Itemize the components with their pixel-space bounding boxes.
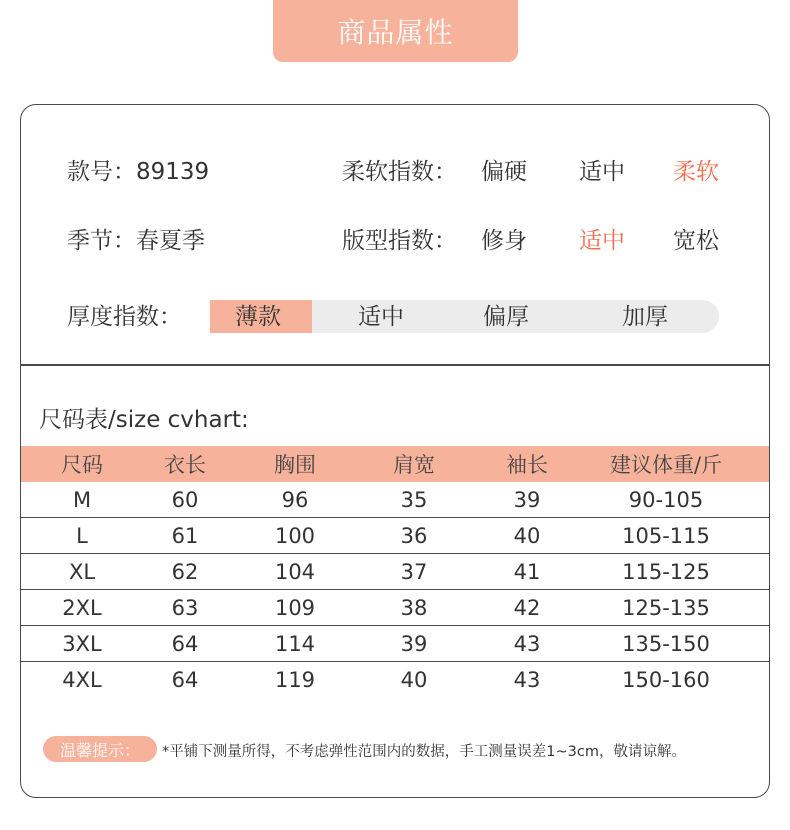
table-cell: 60 <box>171 487 199 512</box>
table-cell: 3XL <box>62 631 102 656</box>
table-cell: 36 <box>400 523 428 548</box>
section-title: 商品属性 <box>337 16 454 49</box>
table-cell: 42 <box>513 595 541 620</box>
table-cell: 150-160 <box>622 668 710 692</box>
header-cell-0: 尺码 <box>61 453 103 477</box>
table-cell: 64 <box>171 631 199 656</box>
header-cell-1: 衣长 <box>164 453 206 477</box>
table-cell: 96 <box>281 487 309 512</box>
header-cell-4: 袖长 <box>506 453 548 477</box>
table-cell: 41 <box>513 559 541 584</box>
table-cell: 63 <box>171 595 199 620</box>
season: 季节：春夏季 <box>67 228 205 254</box>
table-cell: 35 <box>400 487 428 512</box>
style-number: 款号：89139 <box>67 159 210 185</box>
table-cell: 2XL <box>62 595 102 620</box>
table-cell: 109 <box>274 595 316 620</box>
product-attributes-card <box>20 104 770 798</box>
softness-label: 柔软指数： <box>342 159 457 185</box>
table-cell: 135-150 <box>622 631 710 656</box>
table-cell: XL <box>68 559 96 584</box>
table-row <box>21 590 769 626</box>
size-chart-table <box>21 446 769 698</box>
table-cell: 39 <box>400 631 428 656</box>
fit-option-loose: 宽松 <box>673 228 719 254</box>
table-cell: 40 <box>400 668 428 692</box>
table-row <box>21 518 769 554</box>
table-cell: 62 <box>171 559 199 584</box>
thickness-option-thick: 偏厚 <box>483 304 529 330</box>
header-cell-5: 建议体重/斤 <box>609 453 723 477</box>
table-cell: 39 <box>513 487 541 512</box>
table-cell: 115-125 <box>622 559 710 584</box>
table-cell: L <box>76 523 88 548</box>
table-cell: 38 <box>400 595 428 620</box>
softness-option-hard: 偏硬 <box>481 159 527 185</box>
table-cell: 40 <box>513 523 541 548</box>
table-cell: 43 <box>513 668 541 692</box>
header-cell-2: 胸围 <box>274 453 316 477</box>
table-row <box>21 482 769 518</box>
thickness-label: 厚度指数： <box>67 304 182 330</box>
table-row <box>21 662 769 698</box>
table-cell: 125-135 <box>622 595 710 620</box>
table-row <box>21 554 769 590</box>
table-cell: 90-105 <box>628 487 704 512</box>
table-cell: 119 <box>274 668 316 692</box>
thickness-option-extra-thick: 加厚 <box>622 304 668 330</box>
thickness-option-medium: 适中 <box>358 304 404 330</box>
table-cell: 4XL <box>62 668 102 692</box>
table-cell: M <box>72 487 92 512</box>
size-chart-title: 尺码表/size cvhart: <box>39 407 249 433</box>
tips-text: *平铺下测量所得，不考虑弹性范围内的数据，手工测量误差1~3cm，敬请谅解。 <box>162 744 686 760</box>
size-chart-header-row <box>21 446 769 482</box>
table-cell: 104 <box>274 559 316 584</box>
tips-label: 温馨提示： <box>59 740 140 760</box>
fit-option-slim: 修身 <box>481 228 527 254</box>
softness-option-medium: 适中 <box>579 159 625 185</box>
table-cell: 100 <box>274 523 316 548</box>
thickness-option-thin-selected: 薄款 <box>235 304 281 330</box>
header-cell-3: 肩宽 <box>393 453 435 477</box>
table-cell: 105-115 <box>622 523 710 548</box>
section-divider <box>21 364 769 366</box>
fit-option-regular-selected: 适中 <box>579 228 625 254</box>
table-cell: 64 <box>171 668 199 692</box>
table-cell: 114 <box>274 631 316 656</box>
table-cell: 43 <box>513 631 541 656</box>
table-row <box>21 626 769 662</box>
fit-label: 版型指数： <box>342 228 457 254</box>
softness-option-soft-selected: 柔软 <box>673 159 719 185</box>
section-title-banner <box>273 0 518 62</box>
table-cell: 37 <box>400 559 428 584</box>
table-cell: 61 <box>171 523 199 548</box>
tips-badge <box>43 736 157 762</box>
